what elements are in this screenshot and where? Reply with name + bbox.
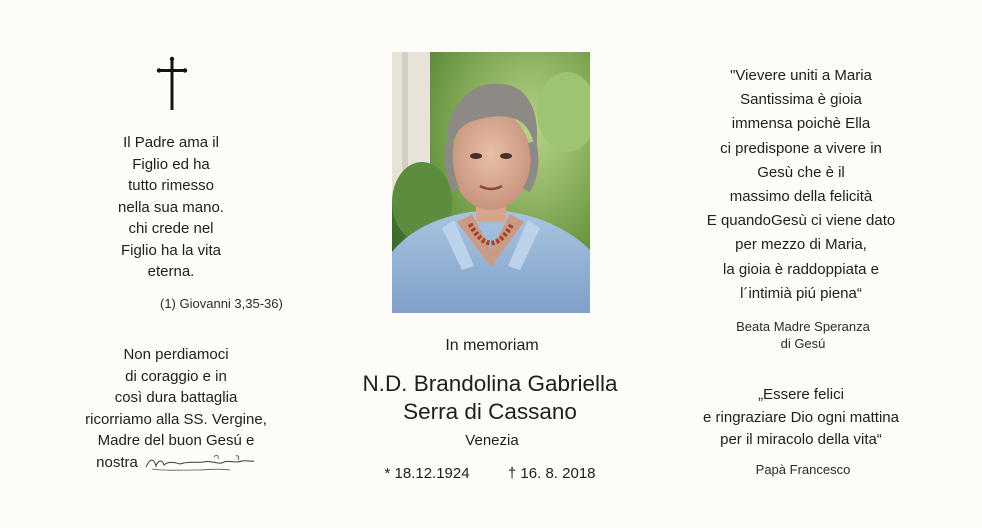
- quote-line: Santissima è gioia: [740, 91, 862, 109]
- quote-line: "Vievere uniti a Maria: [730, 67, 872, 84]
- birth-date: * 18.12.1924: [384, 465, 470, 482]
- quote-line: Gesù che è il: [757, 163, 845, 181]
- quote-line: per il miracolo della vita“: [720, 431, 882, 449]
- quote-line: „Essere felici: [758, 386, 844, 403]
- verse-line: Figlio ha la vita: [120, 241, 222, 259]
- portrait-photo: [392, 52, 590, 313]
- verse-line: chi crede nel: [128, 220, 214, 237]
- quote-author-speranza: [708, 318, 898, 352]
- name-line: Serra di Cassano: [403, 399, 577, 424]
- latin-cross-icon: [156, 56, 188, 112]
- quote-line: la gioia è raddoppiata e: [723, 260, 879, 278]
- quote-line: massimo della felicità: [729, 188, 873, 206]
- quote-line: l´intimià piú piena“: [740, 284, 862, 302]
- verse-line: Figlio ed ha: [132, 155, 210, 173]
- city-label: Venezia: [465, 432, 519, 449]
- prayer-line: così dura battaglia: [114, 389, 238, 406]
- author-line: Beata Madre Speranza: [736, 319, 870, 334]
- prayer-line: ricorriamo alla SS. Vergine,: [85, 410, 267, 428]
- author-line: di Gesú: [780, 336, 826, 351]
- verse-line: tutto rimesso: [128, 177, 214, 194]
- marian-quote: [676, 64, 926, 306]
- portrait-photo-icon: [392, 52, 590, 313]
- prayer-line: Madre del buon Gesú e: [97, 432, 255, 449]
- quote-line: per mezzo di Maria,: [735, 236, 867, 254]
- deceased-name: [290, 370, 690, 426]
- quote-line: E quandoGesù ci viene dato: [706, 212, 896, 230]
- quote-author-francesco: Papà Francesco: [755, 462, 851, 477]
- prayer-line-last: nostra: [96, 454, 138, 471]
- scripture-verse: [86, 132, 256, 283]
- prayer-line: di coraggio e in: [125, 367, 227, 385]
- verse-line: Il Padre ama il: [123, 134, 219, 151]
- verse-line: nella sua mano.: [118, 198, 224, 216]
- quote-line: immensa poichè Ella: [731, 115, 871, 133]
- life-dates: [340, 465, 640, 482]
- prayer-text: [56, 344, 296, 474]
- death-date: † 16. 8. 2018: [507, 465, 596, 482]
- quote-line: e ringraziare Dio ogni mattina: [703, 408, 899, 426]
- gratitude-quote: [676, 384, 926, 452]
- signature-icon: [144, 452, 256, 474]
- name-line: N.D. Brandolina Gabriella: [362, 371, 618, 396]
- verse-citation: (1) Giovanni 3,35-36): [160, 296, 283, 311]
- prayer-line: Non perdiamoci: [123, 346, 229, 363]
- verse-line: eterna.: [147, 263, 195, 280]
- quote-line: ci predispone a vivere in: [720, 139, 882, 157]
- in-memoriam-label: In memoriam: [445, 337, 539, 354]
